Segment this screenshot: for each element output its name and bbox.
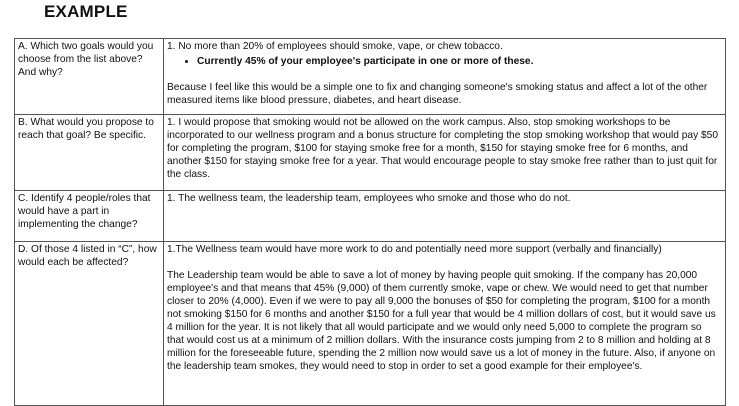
answer-a-bullet: • Currently 45% of your employee's participate in one or more of these. [197, 55, 721, 68]
answer-a-bullets [167, 55, 721, 68]
page-heading: EXAMPLE [44, 2, 128, 21]
table-row [15, 242, 726, 406]
answer-cell-b: 1. I would propose that smoking would not be allowed on the work campus. Also, stop smoking workshops to be incorporated to our wellness program and a bonus structure for completing the stop smoking workshop that would pay $50 for completing the program, $100 for staying smoke free for a month, $150 for staying smoke free for 6 months, and another $150 for staying smoke free for a year. That would encourage people to stay smoke free rather than to just quit for the class. [164, 115, 726, 191]
answer-d-line: 1.The Wellness team would have more work to do and potentially need more support (verbally and financially) [167, 244, 662, 255]
question-cell-c: C. Identify 4 people/roles that would have a part in implementing the change? [15, 191, 164, 242]
answer-a-line: 1. No more than 20% of employees should smoke, vape, or chew tobacco. [167, 41, 503, 52]
table-row [15, 115, 726, 191]
table-row [15, 39, 726, 115]
assignment-table [14, 38, 726, 406]
answer-a-paragraph: Because I feel like this would be a simple one to fix and changing someone's smoking status and affect a lot of the other measured items like blood pressure, diabetes, and heart disease. [167, 82, 708, 106]
answer-cell-c: 1. The wellness team, the leadership team, employees who smoke and those who do not. [164, 191, 726, 242]
answer-d-paragraph: The Leadership team would be able to save a lot of money by having people quit smoking. If the company has 20,000 employee's and that means that 45% (9,000) of them currently smoke, vape or chew. We would need to get that number closer to 20% (4,000). Even if we were to pay all 9,000 the bonuses of $50 for completing the program, $100 for a month not smoking $150 for 6 months and another $150 for a full year that would be 4 million dollars of cost, but it would save us 4 million for the year. It is not likely that all would participate and we would only need 5,000 to complete the program so that would cost us at a minimum of 2 million dollars. With the insurance costs jumping from 2 to 8 million and holding at 8 million for the foreseeable future, spending the 2 million now would save us a lot of money in the future. Also, if anyone on the leadership team smokes, they would need to stop in order to set a good example for their employee's. [167, 270, 716, 372]
question-cell-a: A. Which two goals would you choose from the list above? And why? [15, 39, 164, 115]
question-cell-d: D. Of those 4 listed in “C”, how would each be affected? [15, 242, 164, 406]
table-row [15, 191, 726, 242]
answer-cell-d [164, 242, 726, 406]
question-cell-b: B. What would you propose to reach that goal? Be specific. [15, 115, 164, 191]
answer-cell-a [164, 39, 726, 115]
